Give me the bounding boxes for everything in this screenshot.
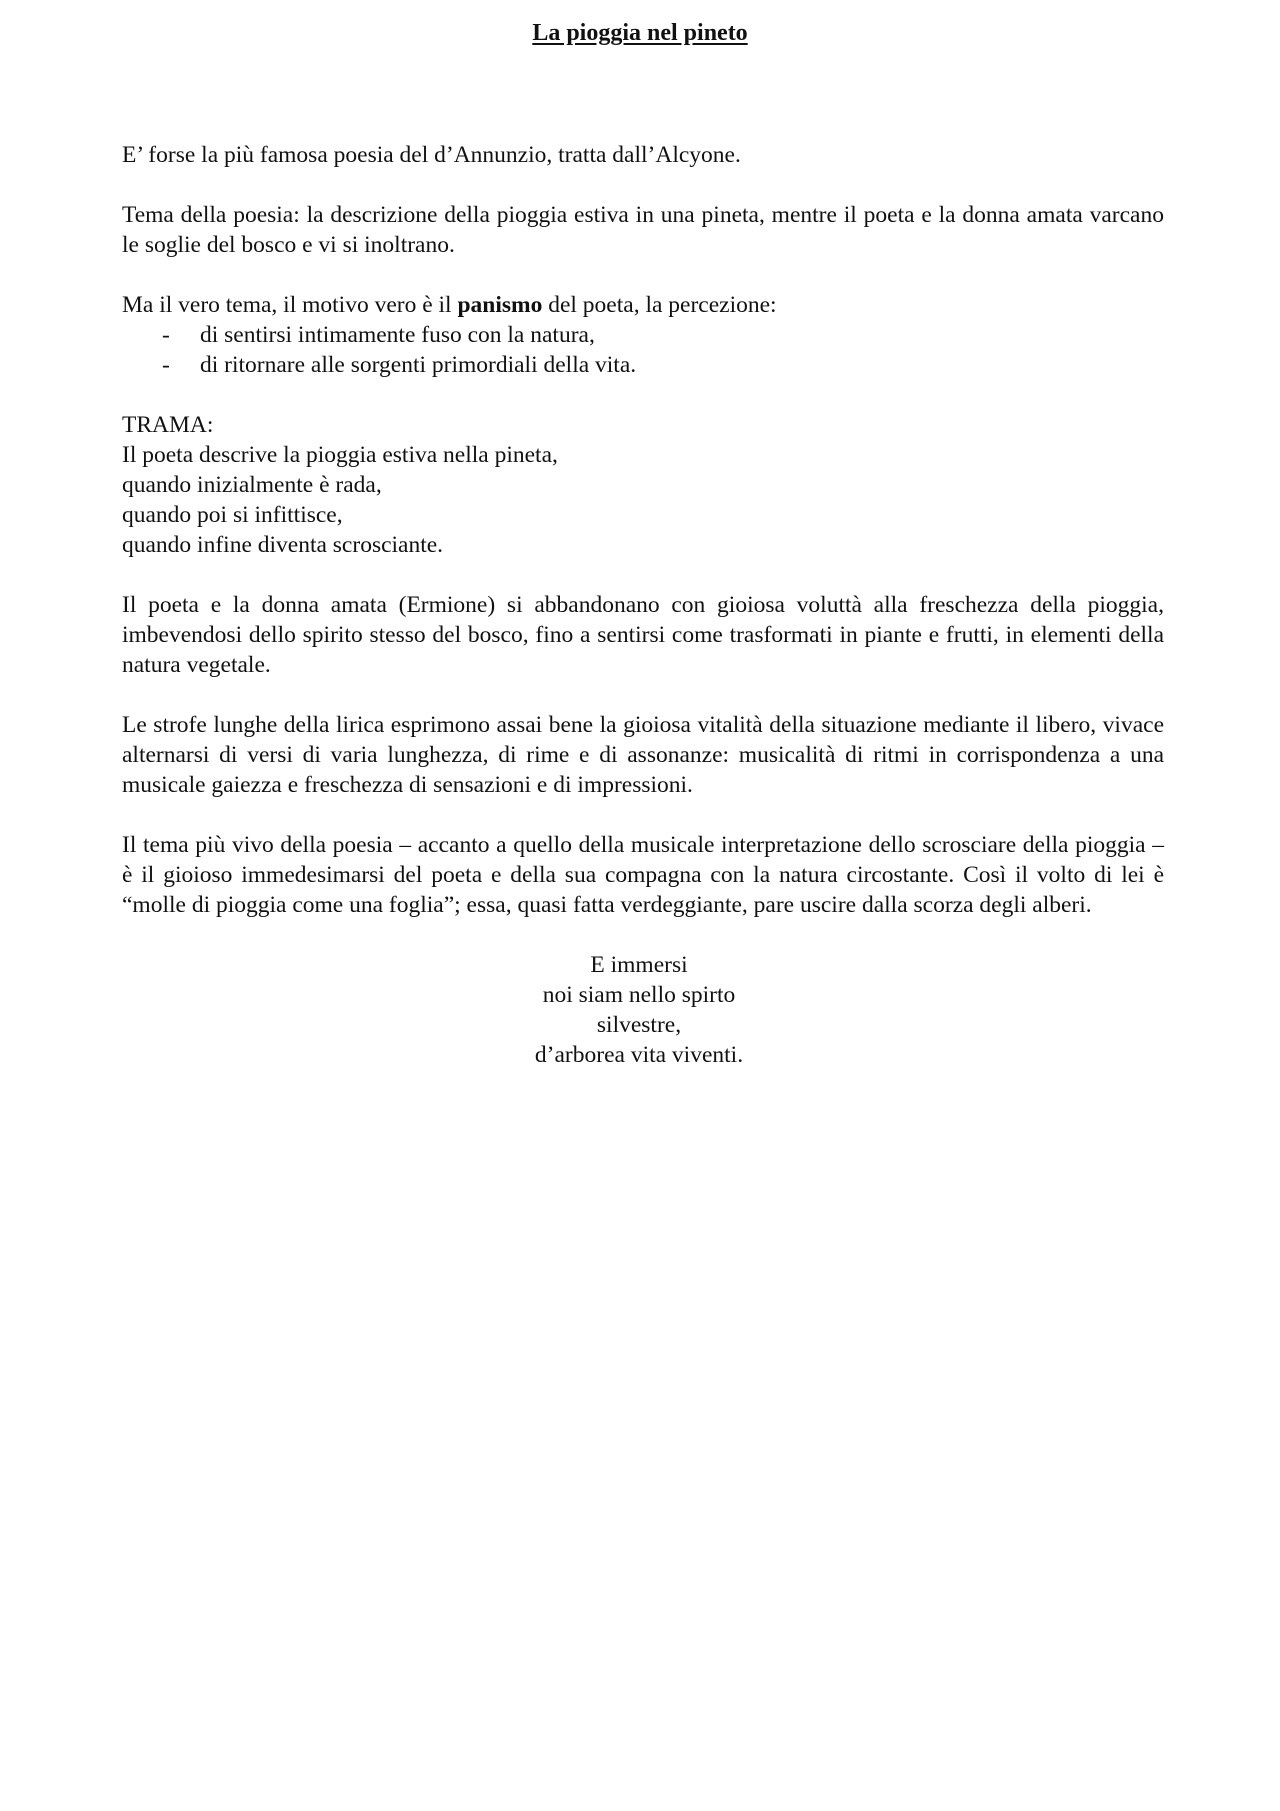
trama-line: quando infine diventa scrosciante.	[122, 532, 444, 558]
list-item	[122, 320, 1164, 350]
motivo-paragraph	[122, 290, 1164, 320]
verse-line: silvestre,	[596, 1012, 682, 1038]
list-dash: -	[162, 352, 170, 378]
body-paragraph: Il poeta e la donna amata (Ermione) si abbandonano con gioiosa voluttà alla freschezza della pioggia, imbevendosi dello spirito stesso del bosco, fino a sentirsi come trasformati in piante e frutti, in elementi della natura vegetale.	[122, 592, 1164, 678]
verse-line: E immersi	[590, 952, 688, 978]
document-title: La pioggia nel pineto	[532, 20, 748, 46]
list-item-text: di sentirsi intimamente fuso con la natura,	[200, 322, 595, 348]
motivo-bold-term: panismo	[457, 292, 543, 318]
document-body	[122, 140, 1164, 1070]
verse-line: noi siam nello spirto	[542, 982, 736, 1008]
list-item-text: di ritornare alle sorgenti primordiali della vita.	[200, 352, 637, 378]
motivo-text-before: Ma il vero tema, il motivo vero è il	[122, 292, 458, 318]
trama-line: quando poi si infittisce,	[122, 502, 343, 528]
intro-paragraph: E’ forse la più famosa poesia del d’Annunzio, tratta dall’Alcyone.	[122, 142, 741, 168]
tema-paragraph: Tema della poesia: la descrizione della pioggia estiva in una pineta, mentre il poeta e la donna amata varcano le soglie del bosco e vi si inoltrano.	[122, 202, 1164, 258]
trama-line: quando inizialmente è rada,	[122, 472, 382, 498]
verse-line: d’arborea vita viventi.	[534, 1042, 744, 1068]
trama-section	[122, 410, 1164, 560]
motivo-text-after: del poeta, la percezione:	[542, 292, 777, 318]
list-item	[122, 350, 1164, 380]
list-dash: -	[162, 322, 170, 348]
body-paragraph: Il tema più vivo della poesia – accanto a quello della musicale interpretazione dello scrosciare della pioggia – è il gioioso immedesimarsi del poeta e della sua compagna con la natura circostante. Così il volto di lei è “molle di pioggia come una foglia”; essa, quasi fatta verdeggiante, pare uscire dalla scorza degli alberi.	[122, 832, 1164, 918]
trama-heading: TRAMA:	[122, 412, 214, 438]
perception-list	[122, 320, 1164, 380]
trama-line: Il poeta descrive la pioggia estiva nella pineta,	[122, 442, 558, 468]
poem-quote	[122, 950, 1164, 1070]
body-paragraph: Le strofe lunghe della lirica esprimono assai bene la gioiosa vitalità della situazione mediante il libero, vivace alternarsi di versi di varia lunghezza, di rime e di assonanze: musicalità di ritmi in corrispondenza a una musicale gaiezza e freschezza di sensazioni e di impressioni.	[122, 712, 1164, 798]
